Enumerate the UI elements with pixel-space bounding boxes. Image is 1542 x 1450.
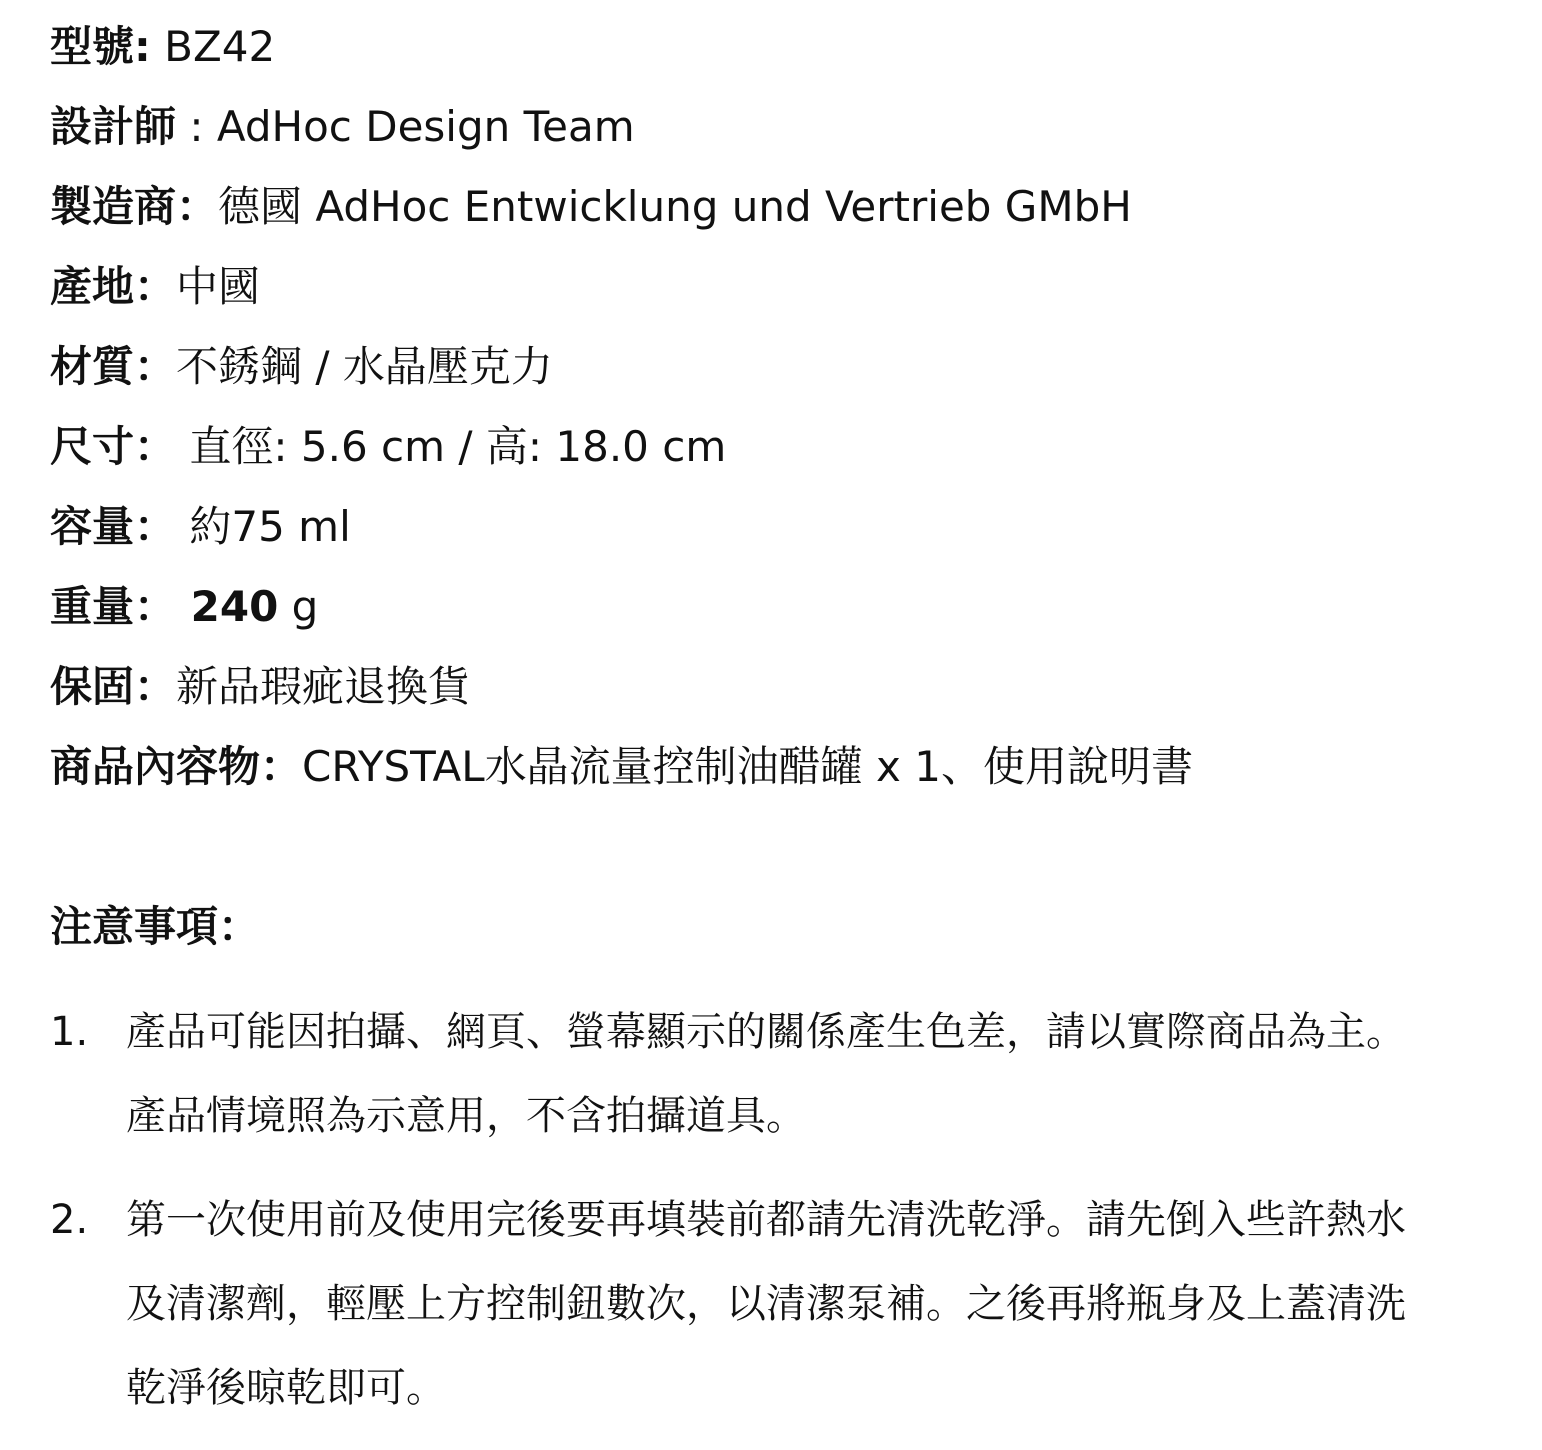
note-item xyxy=(50,1178,1416,1430)
spec-label: 尺寸： xyxy=(50,422,177,471)
spec-label: 保固： xyxy=(50,662,177,711)
spec-capacity xyxy=(50,494,1510,574)
spec-label: 容量： xyxy=(50,502,177,551)
note-number: 2. xyxy=(50,1197,89,1243)
spec-manufacturer xyxy=(50,174,1510,254)
spec-value xyxy=(176,582,318,631)
spec-label: 型號: xyxy=(50,22,151,71)
product-spec-list xyxy=(50,14,1510,814)
spec-label: 設計師 xyxy=(50,102,177,151)
notes-title: 注意事項： xyxy=(50,902,261,951)
spec-warranty xyxy=(50,654,1510,734)
spec-label: 製造商： xyxy=(50,182,219,231)
spec-label: 商品內容物： xyxy=(50,742,303,791)
spec-value: 德國 AdHoc Entwicklung und Vertrieb GMbH xyxy=(218,182,1132,231)
note-text: 第一次使用前及使用完後要再填裝前都請先清洗乾淨。請先倒入些許熱水及清潔劑，輕壓上方控制鈕數次，以清潔泵補。之後再將瓶身及上蓋清洗乾淨後晾乾即可。 xyxy=(126,1197,1406,1411)
spec-value: : AdHoc Design Team xyxy=(176,102,635,151)
weight-number: 240 xyxy=(176,582,279,631)
spec-value: 直徑: 5.6 cm / 高: 18.0 cm xyxy=(176,422,727,471)
spec-label: 重量： xyxy=(50,582,177,631)
spec-model xyxy=(50,14,1510,94)
note-text: 產品可能因拍攝、網頁、螢幕顯示的關係產生色差，請以實際商品為主。產品情境照為示意用，不含拍攝道具。 xyxy=(126,1009,1406,1139)
note-number: 1. xyxy=(50,1009,89,1055)
spec-value: 不銹鋼 / 水晶壓克力 xyxy=(176,342,553,391)
spec-value: CRYSTAL水晶流量控制油醋罐 x 1、使用說明書 xyxy=(302,742,1193,791)
spec-designer xyxy=(50,94,1510,174)
spec-material xyxy=(50,334,1510,414)
weight-unit: g xyxy=(278,582,319,631)
note-item xyxy=(50,990,1416,1158)
spec-value: 新品瑕疵退換貨 xyxy=(176,662,471,711)
spec-label: 產地： xyxy=(50,262,177,311)
spec-origin xyxy=(50,254,1510,334)
spec-contents xyxy=(50,734,1510,814)
spec-value: 中國 xyxy=(176,262,261,311)
spec-dimensions xyxy=(50,414,1510,494)
spec-label: 材質： xyxy=(50,342,177,391)
spec-weight xyxy=(50,574,1510,654)
notes-list xyxy=(50,990,1470,1450)
spec-value: BZ42 xyxy=(150,22,276,71)
spec-value: 約75 ml xyxy=(176,502,351,551)
